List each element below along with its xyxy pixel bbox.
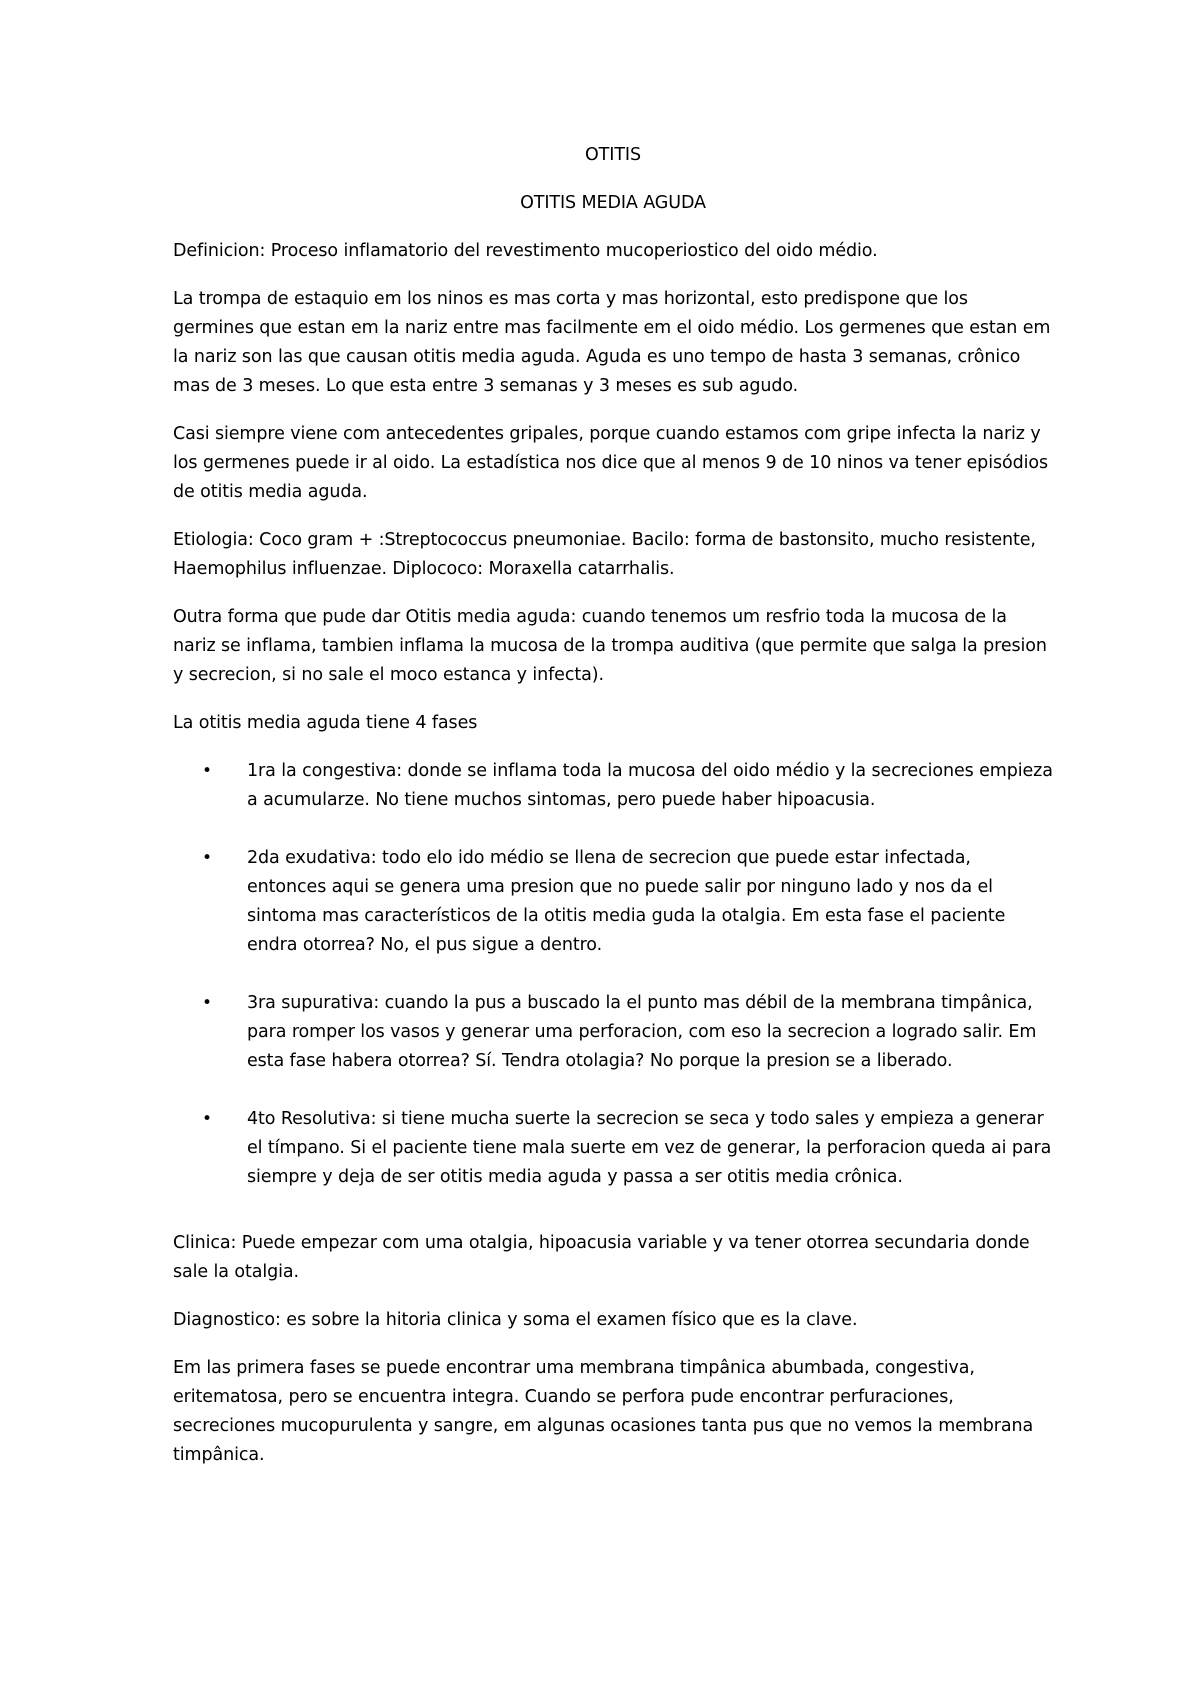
bullet-icon: • — [202, 1109, 212, 1129]
bullet-icon: • — [202, 993, 212, 1013]
etiologia-paragraph: Etiologia: Coco gram + :Streptococcus pneumoniae. Bacilo: forma de bastonsito, mucho resistente, Haemophilus influenzae. Diplococo: Moraxella catarrhalis. — [173, 530, 1036, 579]
phase-text: 1ra la congestiva: donde se inflama toda la mucosa del oido médio y la secreciones empieza a acumularze. No tiene muchos sintomas, pero puede haber hipoacusia. — [247, 761, 1053, 810]
phases-list — [173, 757, 1053, 1192]
document-subtitle: OTITIS MEDIA AGUDA — [520, 193, 706, 213]
list-item — [173, 1105, 1053, 1192]
list-item — [173, 844, 1053, 960]
definition-paragraph: Definicion: Proceso inflamatorio del revestimento mucoperiostico del oido médio. — [173, 241, 878, 261]
document-body — [173, 141, 1053, 1489]
phase-text: 3ra supurativa: cuando la pus a buscado la el punto mas débil de la membrana timpânica, para romper los vasos y generar uma perforacion, com eso la secrecion a logrado salir. Em esta fase habera otorrea? Sí. Tendra otolagia? No porque la presion se a liberado. — [247, 993, 1037, 1071]
document-title: OTITIS — [585, 145, 641, 165]
bullet-icon: • — [202, 848, 212, 868]
phase-text: 4to Resolutiva: si tiene mucha suerte la secrecion se seca y todo sales y empieza a generar el tímpano. Si el paciente tiene mala suerte em vez de generar, la perforacion queda ai para siempre y deja de ser otitis media aguda y passa a ser otitis media crônica. — [247, 1109, 1052, 1187]
hallazgos-paragraph: Em las primera fases se puede encontrar uma membrana timpânica abumbada, congestiva, eritematosa, pero se encuentra integra. Cuando se perfora pude encontrar perfuraciones, secreciones mucopurulenta y sangre, em algunas ocasiones tanta pus que no vemos la membrana timpânica. — [173, 1358, 1034, 1465]
antecedentes-paragraph: Casi siempre viene com antecedentes gripales, porque cuando estamos com gripe infecta la nariz y los germenes puede ir al oido. La estadística nos dice que al menos 9 de 10 ninos va tener episódios de otitis media aguda. — [173, 424, 1048, 502]
section-spacer — [173, 1221, 1053, 1229]
list-item — [173, 757, 1053, 815]
diagnostico-paragraph: Diagnostico: es sobre la hitoria clinica y soma el examen físico que es la clave. — [173, 1310, 858, 1330]
list-item — [173, 989, 1053, 1076]
phase-text: 2da exudativa: todo elo ido médio se llena de secrecion que puede estar infectada, entonces aqui se genera uma presion que no puede salir por ninguno lado y nos da el sintoma mas característicos de la otitis media guda la otalgia. Em esta fase el paciente endra otorrea? No, el pus sigue a dentro. — [247, 848, 1006, 955]
trompa-paragraph: La trompa de estaquio em los ninos es mas corta y mas horizontal, esto predispone que los germines que estan em la nariz entre mas facilmente em el oido médio. Los germenes que estan em la nariz son las que causan otitis media aguda. Aguda es uno tempo de hasta 3 semanas, crônico mas de 3 meses. Lo que esta entre 3 semanas y 3 meses es sub agudo. — [173, 289, 1051, 396]
outra-forma-paragraph: Outra forma que pude dar Otitis media aguda: cuando tenemos um resfrio toda la mucosa de la nariz se inflama, tambien inflama la mucosa de la trompa auditiva (que permite que salga la presion y secrecion, si no sale el moco estanca y infecta). — [173, 607, 1047, 685]
bullet-icon: • — [202, 761, 212, 781]
clinica-paragraph: Clinica: Puede empezar com uma otalgia, hipoacusia variable y va tener otorrea secundaria donde sale la otalgia. — [173, 1233, 1030, 1282]
fases-intro-paragraph: La otitis media aguda tiene 4 fases — [173, 713, 478, 733]
